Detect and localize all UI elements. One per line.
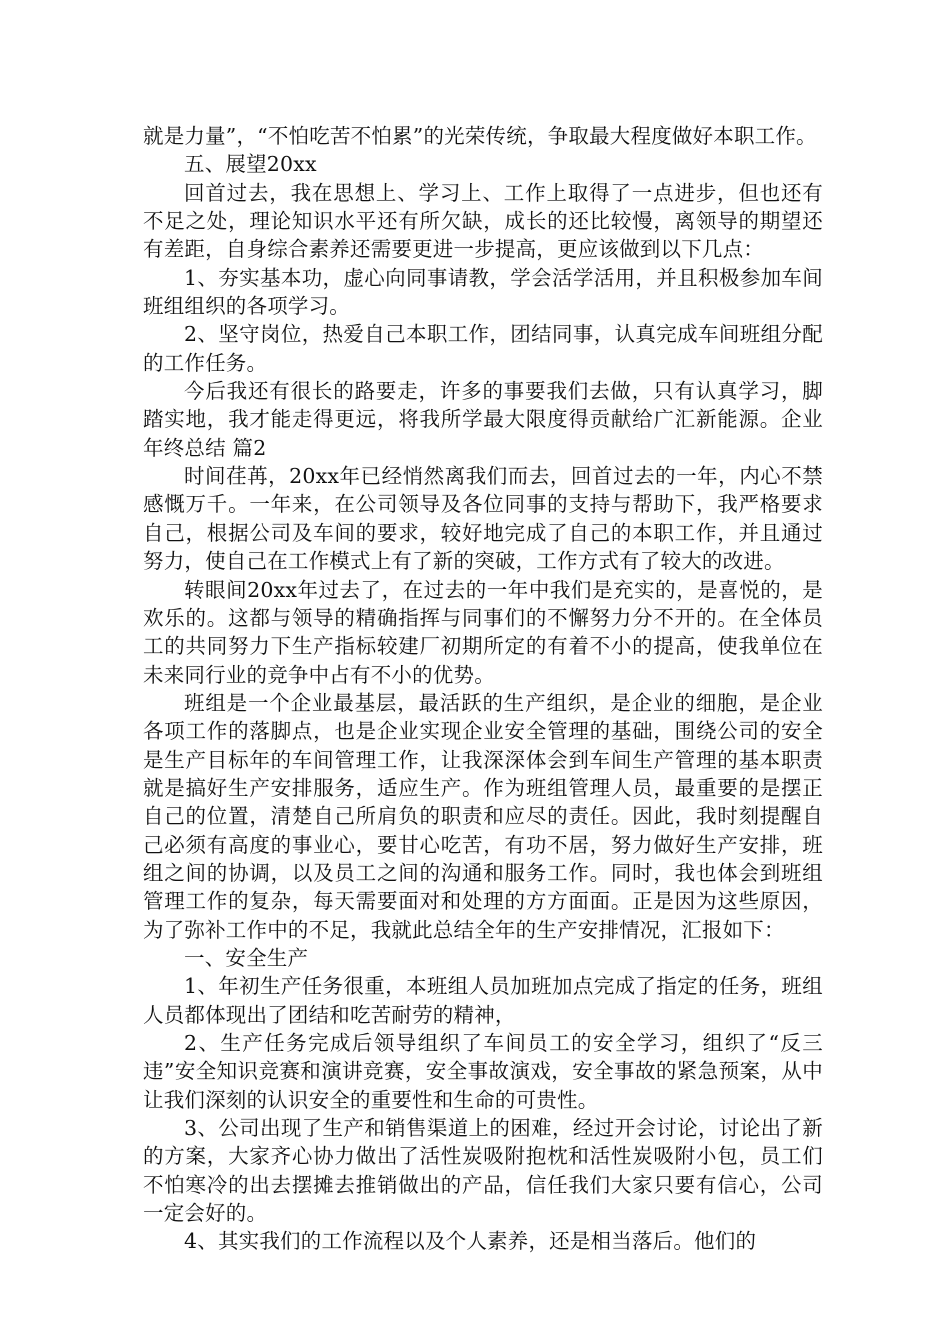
list-item: 3、公司出现了生产和销售渠道上的困难，经过开会讨论，讨论出了新的方案，大家齐心协力做出了活性炭吸附抱枕和活性炭吸附小包，员工们不怕寒冷的出去摆摊去推销做出的产品，信任我们大家只要有信心，公司一定会好的。 <box>143 1116 823 1226</box>
list-item: 2、生产任务完成后领导组织了车间员工的安全学习，组织了“反三违”安全知识竞赛和演讲竞赛，安全事故演戏，安全事故的紧急预案，从中让我们深刻的认识安全的重要性和生命的可贵性。 <box>143 1031 823 1112</box>
list-item: 2、坚守岗位，热爱自己本职工作，团结同事，认真完成车间班组分配的工作任务。 <box>143 322 823 375</box>
section-heading-outlook: 五、展望20xx <box>184 152 317 177</box>
paragraph: 回首过去，我在思想上、学习上、工作上取得了一点进步，但也还有不足之处，理论知识水平还有所欠缺，成长的还比较慢，离领导的期望还有差距，自身综合素养还需要更进一步提高，更应该做到以下几点： <box>143 180 823 262</box>
paragraph: 今后我还有很长的路要走，许多的事要我们去做，只有认真学习，脚踏实地，我才能走得更远，将我所学最大限度得贡献给广汇新能源。企业年终总结 篇2 <box>143 379 823 460</box>
paragraph-continuation: 就是力量”，“不怕吃苦不怕累”的光荣传统，争取最大程度做好本职工作。 <box>143 124 817 148</box>
paragraph: 转眼间20xx年过去了，在过去的一年中我们是充实的，是喜悦的，是欢乐的。这都与领导的精确指挥与同事们的不懈努力分不开的。在全体员工的共同努力下生产指标较建厂初期所定的有着不小的提高，使我单位在未来同行业的竞争中占有不小的优势。 <box>143 577 823 687</box>
section-heading-safety: 一、安全生产 <box>184 945 309 970</box>
list-item: 1、夯实基本功，虚心向同事请教，学会活学活用，并且积极参加车间班组组织的各项学习。 <box>143 265 823 319</box>
document-body <box>143 122 823 1256</box>
list-item: 4、其实我们的工作流程以及个人素养，还是相当落后。他们的 <box>184 1229 757 1254</box>
paragraph: 班组是一个企业最基层，最活跃的生产组织，是企业的细胞，是企业各项工作的落脚点，也是企业实现企业安全管理的基础，围绕公司的安全是生产目标年的车间管理工作，让我深深体会到车间生产管理的基本职责就是搞好生产安排服务，适应生产。作为班组管理人员，最重要的是摆正自己的位置，清楚自己所肩负的职责和应尽的责任。因此，我时刻提醒自己必须有高度的事业心，要甘心吃苦，有功不居，努力做好生产安排，班组之间的协调，以及员工之间的沟通和服务工作。同时，我也体会到班组管理工作的复杂，每天需要面对和处理的方方面面。正是因为这些原因，为了弥补工作中的不足，我就此总结全年的生产安排情况，汇报如下： <box>143 690 823 942</box>
list-item: 1、年初生产任务很重，本班组人员加班加点完成了指定的任务，班组人员都体现出了团结和吃苦耐劳的精神， <box>143 974 823 1027</box>
paragraph: 时间荏苒，20xx年已经悄然离我们而去，回首过去的一年，内心不禁感慨万千。一年来，在公司领导及各位同事的支持与帮助下，我严格要求自己，根据公司及车间的要求，较好地完成了自己的本职工作，并且通过努力，使自己在工作模式上有了新的突破，工作方式有了较大的改进。 <box>143 464 823 574</box>
